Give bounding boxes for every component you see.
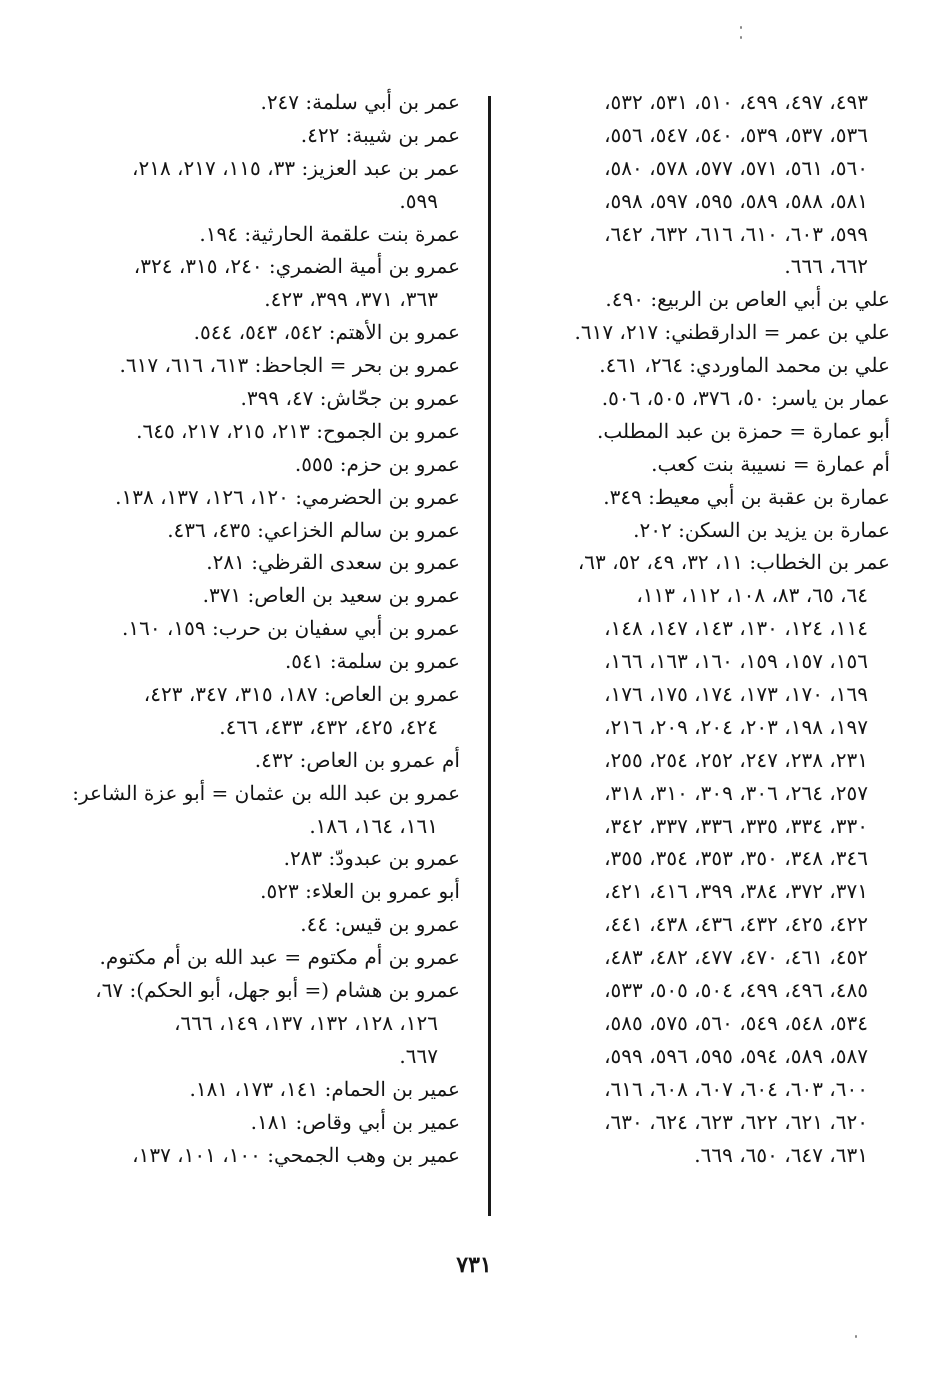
index-line: ٦٣١، ٦٤٧، ٦٥٠، ٦٦٩. bbox=[694, 1142, 868, 1167]
index-line: ٦٤، ٦٥، ٨٣، ١٠٨، ١١٢، ١١٣، bbox=[636, 583, 868, 608]
index-line: ٥٣٦، ٥٣٧، ٥٣٩، ٥٤٠، ٥٤٧، ٥٥٦، bbox=[604, 122, 868, 147]
index-line: عمرو بن الأهتم: ٥٤٢، ٥٤٣، ٥٤٤. bbox=[193, 320, 460, 345]
index-line: عمرو بن حزم: ٥٥٥. bbox=[294, 451, 460, 476]
index-line: عمرو بن سالم الخزاعي: ٤٣٥، ٤٣٦. bbox=[167, 517, 460, 542]
index-line: ٤٥٢، ٤٦١، ٤٧٠، ٤٧٧، ٤٨٢، ٤٨٣، bbox=[604, 945, 868, 970]
index-line: عمرو بن أم مكتوم = عبد الله بن أم مكتوم. bbox=[99, 945, 460, 970]
index-line: عمارة بن يزيد بن السكن: ٢٠٢. bbox=[633, 517, 890, 542]
index-line: ١٦٩، ١٧٠، ١٧٣، ١٧٤، ١٧٥، ١٧٦، bbox=[604, 682, 868, 707]
index-line: عمر بن عبد العزيز: ٣٣، ١١٥، ٢١٧، ٢١٨، bbox=[132, 155, 460, 180]
index-line: عمر بن الخطاب: ١١، ٣٢، ٤٩، ٥٢، ٦٣، bbox=[577, 550, 890, 575]
index-line: ٦٦٧. bbox=[399, 1043, 438, 1068]
scan-speck bbox=[855, 1335, 857, 1338]
index-line: عمرو بن قيس: ٤٤. bbox=[300, 912, 460, 937]
index-line: ١٦١، ١٦٤، ١٨٦. bbox=[309, 813, 438, 838]
index-line: أم عمارة = نسيبة بنت كعب. bbox=[651, 451, 890, 476]
index-line: عمرو بن الجموح: ٢١٣، ٢١٥، ٢١٧، ٦٤٥. bbox=[136, 418, 460, 443]
index-line: أبو عمارة = حمزة بن عبد المطلب. bbox=[596, 418, 890, 443]
index-line: ٦٠٠، ٦٠٣، ٦٠٤، ٦٠٧، ٦٠٨، ٦١٦، bbox=[604, 1076, 868, 1101]
index-line: عمرة بنت علقمة الحارثية: ١٩٤. bbox=[199, 221, 460, 246]
index-line: ٥٣٤، ٥٤٨، ٥٤٩، ٥٦٠، ٥٧٥، ٥٨٥، bbox=[604, 1010, 868, 1035]
index-column-left bbox=[60, 86, 460, 1171]
index-line: ٢٣١، ٢٣٨، ٢٤٧، ٢٥٢، ٢٥٤، ٢٥٥، bbox=[604, 747, 868, 772]
index-line: عمير بن أبي وقاص: ١٨١. bbox=[250, 1109, 460, 1134]
index-line: ٤٨٥، ٤٩٦، ٤٩٩، ٥٠٤، ٥٠٥، ٥٣٣، bbox=[604, 978, 868, 1003]
index-line: ٥٩٩، ٦٠٣، ٦١٠، ٦١٦، ٦٣٢، ٦٤٢، bbox=[604, 221, 868, 246]
scan-speck bbox=[740, 36, 742, 39]
index-line: عمرو بن سلمة: ٥٤١. bbox=[284, 649, 460, 674]
index-line: ٤٢٤، ٤٢٥، ٤٣٢، ٤٣٣، ٤٦٦. bbox=[219, 714, 438, 739]
index-line: ١٩٧، ١٩٨، ٢٠٣، ٢٠٤، ٢٠٩، ٢١٦، bbox=[604, 714, 868, 739]
index-line: عمير بن وهب الجمحي: ١٠٠، ١٠١، ١٣٧، bbox=[132, 1142, 460, 1167]
index-line: عمرو بن عبد الله بن عثمان = أبو عزة الشاعر: bbox=[72, 780, 460, 805]
index-line: عمرو بن بحر = الجاحظ: ٦١٣، ٦١٦، ٦١٧. bbox=[119, 353, 460, 378]
index-line: عمرو بن العاص: ١٨٧، ٣١٥، ٣٤٧، ٤٢٣، bbox=[143, 682, 460, 707]
index-line: ٥٩٩. bbox=[399, 188, 438, 213]
index-line: عمر بن أبي سلمة: ٢٤٧. bbox=[260, 90, 460, 114]
index-line: ١٥٦، ١٥٧، ١٥٩، ١٦٠، ١٦٣، ١٦٦، bbox=[604, 649, 868, 674]
index-line: ٥٨٧، ٥٨٩، ٥٩٤، ٥٩٥، ٥٩٦، ٥٩٩، bbox=[604, 1043, 868, 1068]
index-line: عمرو بن أبي سفيان بن حرب: ١٥٩، ١٦٠. bbox=[121, 616, 460, 641]
index-line: أم عمرو بن العاص: ٤٣٢. bbox=[254, 747, 460, 772]
index-line: ٤٢٢، ٤٢٥، ٤٣٢، ٤٣٦، ٤٣٨، ٤٤١، bbox=[604, 912, 868, 937]
index-line: عمرو بن سعدى القرظي: ٢٨١. bbox=[206, 550, 460, 575]
index-line: ٥٦٠، ٥٦١، ٥٧١، ٥٧٧، ٥٧٨، ٥٨٠، bbox=[604, 155, 868, 180]
index-line: عمرو بن عبدودّ: ٢٨٣. bbox=[283, 846, 460, 871]
index-line: ٣٣٠، ٣٣٤، ٣٣٥، ٣٣٦، ٣٣٧، ٣٤٢، bbox=[604, 813, 868, 838]
index-line: ١٢٦، ١٢٨، ١٣٢، ١٣٧، ١٤٩، ٦٦٦، bbox=[174, 1010, 438, 1035]
index-line: ٦٢٠، ٦٢١، ٦٢٢، ٦٢٣، ٦٢٤، ٦٣٠، bbox=[604, 1109, 868, 1134]
index-line: عمار بن ياسر: ٥٠، ٣٧٦، ٥٠٥، ٥٠٦. bbox=[601, 386, 890, 411]
index-line: أبو عمرو بن العلاء: ٥٢٣. bbox=[260, 879, 460, 904]
index-line: عمرو بن سعيد بن العاص: ٣٧١. bbox=[202, 583, 460, 608]
index-line: عمرو بن هشام (= أبو جهل، أبو الحكم): ٦٧، bbox=[95, 978, 460, 1003]
page-number: ٧٣١ bbox=[456, 1252, 492, 1278]
index-line: ٤٩٣، ٤٩٧، ٤٩٩، ٥١٠، ٥٣١، ٥٣٢، bbox=[604, 90, 868, 114]
index-line: عمرو بن جحّاش: ٤٧، ٣٩٩. bbox=[240, 386, 460, 411]
index-line: ٣٦٣، ٣٧١، ٣٩٩، ٤٢٣. bbox=[264, 287, 438, 312]
index-line: ٢٥٧، ٢٦٤، ٣٠٦، ٣٠٩، ٣١٠، ٣١٨، bbox=[604, 780, 868, 805]
index-line: علي بن أبي العاص بن الربيع: ٤٩٠. bbox=[605, 287, 890, 312]
index-column-right bbox=[512, 86, 890, 1171]
index-line: عمر بن شيبة: ٤٢٢. bbox=[300, 122, 460, 147]
column-divider bbox=[488, 96, 491, 1216]
index-line: علي بن عمر = الدارقطني: ٢١٧، ٦١٧. bbox=[574, 320, 890, 345]
index-line: عمير بن الحمام: ١٤١، ١٧٣، ١٨١. bbox=[189, 1076, 460, 1101]
index-line: ٣٤٦، ٣٤٨، ٣٥٠، ٣٥٣، ٣٥٤، ٣٥٥، bbox=[604, 846, 868, 871]
index-line: عمرو بن الحضرمي: ١٢٠، ١٢٦، ١٣٧، ١٣٨. bbox=[115, 484, 460, 509]
index-line: علي بن محمد الماوردي: ٢٦٤، ٤٦١. bbox=[599, 353, 890, 378]
index-line: ٥٨١، ٥٨٨، ٥٨٩، ٥٩٥، ٥٩٧، ٥٩٨، bbox=[604, 188, 868, 213]
index-line: عمرو بن أمية الضمري: ٢٤٠، ٣١٥، ٣٢٤، bbox=[133, 254, 460, 279]
index-line: ٦٦٢، ٦٦٦. bbox=[784, 254, 868, 279]
index-line: ٣٧١، ٣٧٢، ٣٨٤، ٣٩٩، ٤١٦، ٤٢١، bbox=[604, 879, 868, 904]
index-line: ١١٤، ١٢٤، ١٣٠، ١٤٣، ١٤٧، ١٤٨، bbox=[604, 616, 868, 641]
index-line: عمارة بن عقبة بن أبي معيط: ٣٤٩. bbox=[603, 484, 890, 509]
scan-speck bbox=[740, 26, 742, 29]
